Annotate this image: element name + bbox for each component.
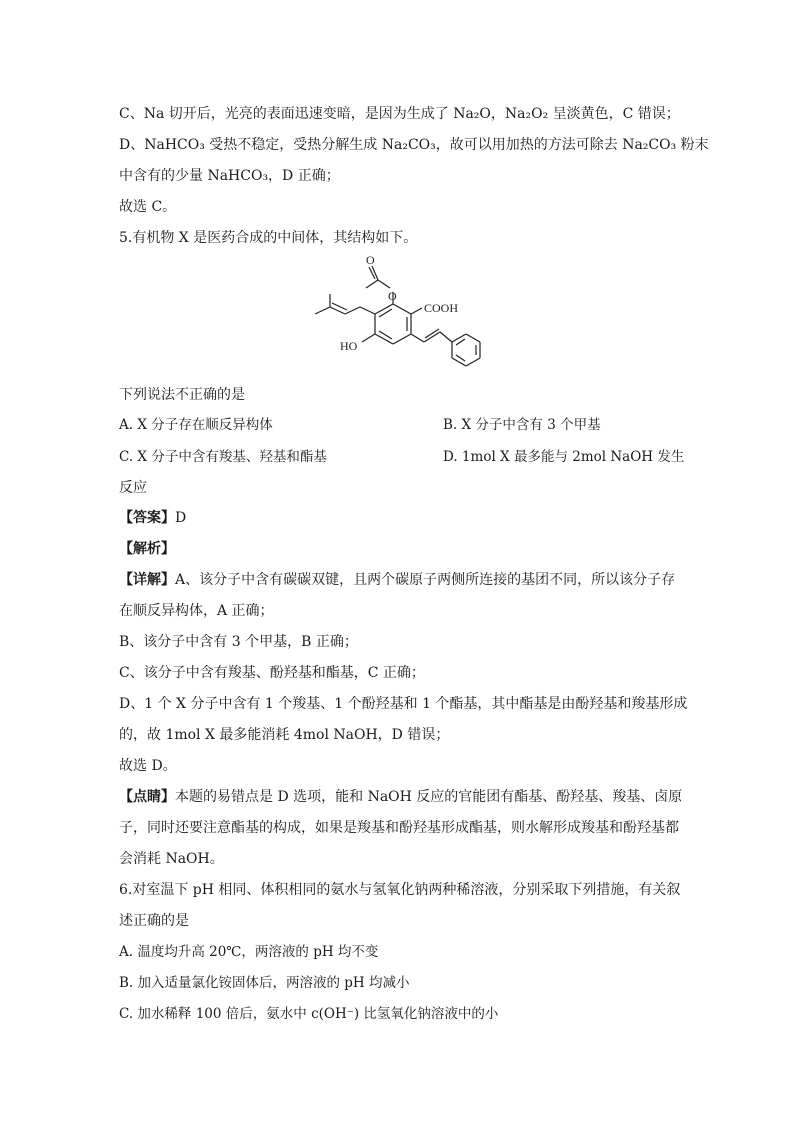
text-line: 子，同时还要注意酯基的构成，如果是羧基和酚羟基形成酯基，则水解形成羧基和酚羟基都 [119,820,679,836]
text-line: 故选 D。 [119,758,177,774]
answer-value: D [175,510,187,526]
explanation-line [119,570,675,590]
text-line: 故选 C。 [119,199,177,215]
oxygen-label: O [388,289,397,303]
tip-text: 本题的易错点是 D 选项，能和 NaOH 反应的官能团有酯基、酚羟基、羧基、卤原 [175,789,683,805]
question-6-stem: 6.对室温下 pH 相同、体积相同的氨水与氢氧化钠两种稀溶液，分别采取下列措施，有关叙 [119,882,681,898]
q5-option-a: A. X 分子存在顺反异构体 [119,417,273,433]
tip-line [119,787,682,807]
cooh-label: COOH [424,301,459,315]
q5-option-d: D. 1mol X 最多能与 2mol NaOH 发生 [443,449,685,465]
explanation-text: A、该分子中含有碳碳双键，且两个碳原子两侧所连接的基团不同，所以该分子存 [175,572,676,588]
text-line: D、1 个 X 分子中含有 1 个羧基、1 个酚羟基和 1 个酯基，其中酯基是由酚羟基和羧基形成 [119,696,688,712]
text-line: 中含有的少量 NaHCO₃，D 正确； [119,168,340,184]
text-line: C、Na 切开后，光亮的表面迅速变暗，是因为生成了 Na₂O，Na₂O₂ 呈淡黄色，C 错误； [119,106,680,122]
question-5-stem: 5.有机物 X 是医药合成的中间体，其结构如下。 [119,230,418,246]
text-line: 在顺反异构体，A 正确； [119,603,274,619]
q6-option-a: A. 温度均升高 20℃，两溶液的 pH 均不变 [119,944,379,960]
ho-label: HO [340,339,358,353]
q5-option-b: B. X 分子中含有 3 个甲基 [443,417,601,433]
answer-line [119,508,186,528]
text-line: D、NaHCO₃ 受热不稳定，受热分解生成 Na₂CO₃，故可以用加热的方法可除去 Na₂CO₃ 粉末 [119,137,709,153]
text-line: B、该分子中含有 3 个甲基，B 正确； [119,634,358,650]
carbonyl-oxygen-label: O [366,253,375,267]
answer-heading: 【答案】 [119,510,175,526]
text-line: 下列说法不正确的是 [119,387,245,403]
q6-option-b: B. 加入适量氯化铵固体后，两溶液的 pH 均减小 [119,975,410,991]
analysis-heading: 【解析】 [119,541,175,557]
text-line: C、该分子中含有羧基、酚羟基和酯基，C 正确； [119,665,425,681]
text-line: 述正确的是 [119,913,189,929]
explanation-heading: 【详解】 [119,572,175,588]
chemical-structure-x [300,252,500,382]
text-line: 会消耗 NaOH。 [119,851,224,867]
q5-option-c: C. X 分子中含有羧基、羟基和酯基 [119,449,327,465]
tip-heading: 【点睛】 [119,789,175,805]
text-line: 的，故 1mol X 最多能消耗 4mol NaOH，D 错误； [119,727,450,743]
text-line: 反应 [119,480,147,496]
q6-option-c: C. 加水稀释 100 倍后，氨水中 c(OH⁻) 比氢氧化钠溶液中的小 [119,1006,499,1022]
